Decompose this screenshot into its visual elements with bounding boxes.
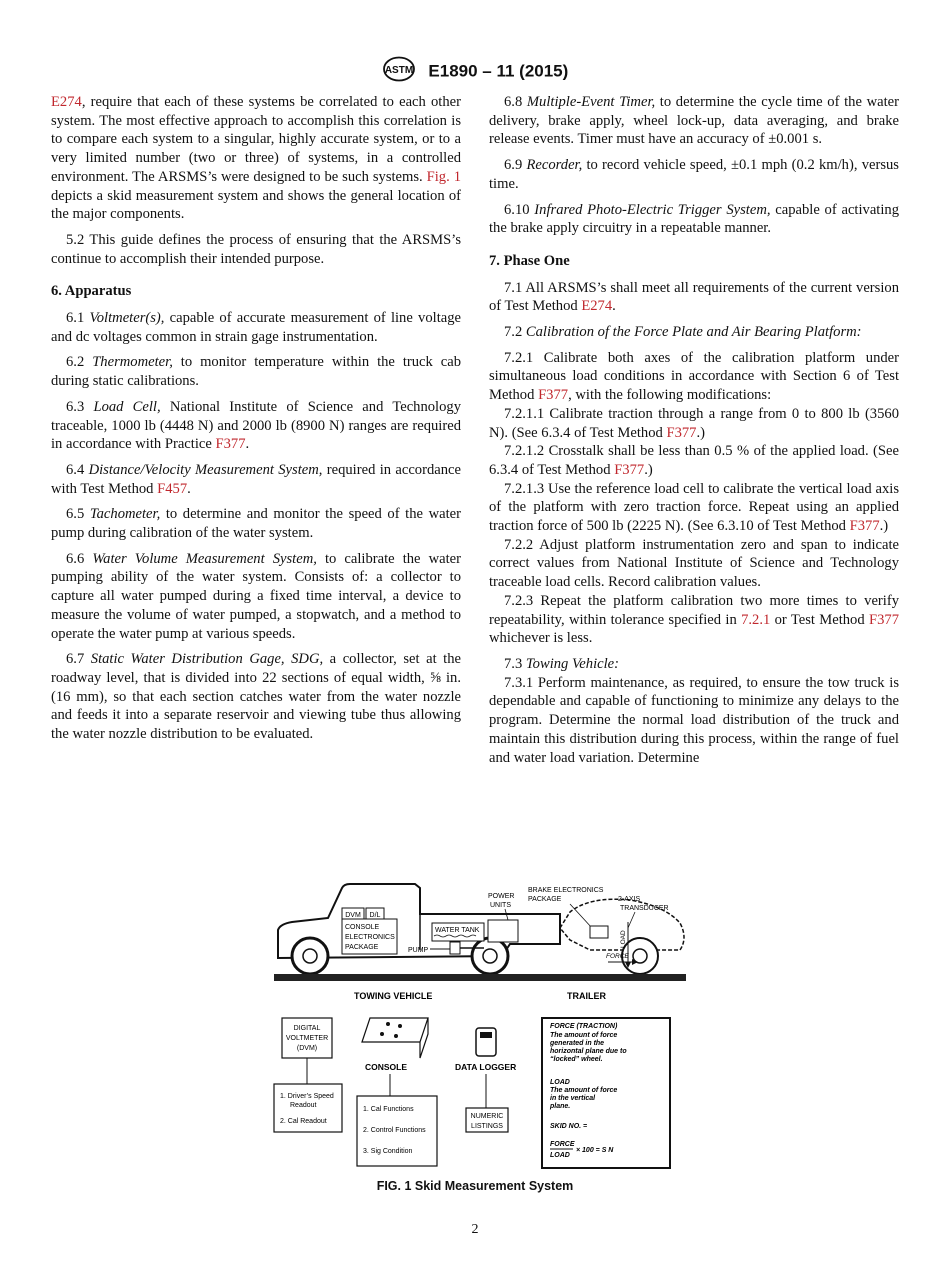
truck-rear-wheel [472,938,508,974]
ref-fig-1[interactable]: Fig. 1 [426,168,461,185]
skid-measurement-diagram [270,878,690,1178]
road-surface [274,974,686,981]
paragraph-6-1: 6.1 Voltmeter(s), capable of accurate measurement of line voltage and dc voltages common in strain gage instrumentation. [51,310,461,345]
left-column [51,93,461,751]
svg-text:in the vertical: in the vertical [550,1095,596,1102]
ref-f377[interactable]: F377 [614,461,645,478]
paragraph-6-9: 6.9 Recorder, to record vehicle speed, ±0.1 mph (0.2 km/h), versus time. [489,157,899,192]
svg-text:SKID NO. =: SKID NO. = [550,1123,588,1130]
paragraph-6-7: 6.7 Static Water Distribution Gage, SDG, a collector, set at the roadway level, that is divided into 22 sections of equal width, ⅝ in. (16 mm), so that each section catches water from the water nozzle and feeds it into a separate reservoir and viewing tube thus allowing the water nozzle distribution to be evaluated. [51,651,461,743]
svg-text:LOAD: LOAD [550,1079,570,1086]
paragraph-6-5: 6.5 Tachometer, to determine and monitor the speed of the water pump during calibration of the water system. [51,506,461,542]
paragraph-5-1-continued: E274, require that each of these systems be correlated to each other system. The most effective approach to accomplish this correlation is to compare each system to a singular, highly accurate system, or to a very limited number (two or three) of systems, in a controlled environment. The ARSMS’s were designed to be such systems. Fig. 1 depicts a skid measurement system and shows the general location of the major components. [51,94,461,223]
section-6-heading: 6. Apparatus [51,283,132,300]
paragraph-7-2-1-2: 7.2.1.2 Crosstalk shall be less than 0.5 % of the applied load. (See 6.3.4 of Test Method F377.) [489,443,899,478]
paragraph-7-2-1-1: 7.2.1.1 Calibrate traction through a range from 0 to 800 lb (3560 N). (See 6.3.4 of Test Method F377.) [489,405,899,441]
ref-7-2-1[interactable]: 7.2.1 [741,611,771,628]
ref-f377[interactable]: F377 [666,424,697,441]
right-column [489,93,899,774]
paragraph-6-8: 6.8 Multiple-Event Timer, to determine the cycle time of the water delivery, brake apply, wheel lock-up, data averaging, and brake release events. Timer must have an accuracy of ±0.001 s. [489,94,899,148]
svg-text:LISTINGS: LISTINGS [471,1123,503,1130]
svg-text:TRANSDUCER: TRANSDUCER [620,905,669,912]
paragraph-6-4: 6.4 Distance/Velocity Measurement System, required in accordance with Test Method F457. [51,461,461,497]
svg-text:LOAD: LOAD [550,1152,570,1159]
page-number: 2 [471,1222,479,1237]
svg-text:FORCE (TRACTION): FORCE (TRACTION) [550,1023,618,1030]
paragraph-5-2: 5.2 This guide defines the process of ensuring that the ARSMS’s continue to accomplish their intended purpose. [51,231,461,267]
svg-text:plane.: plane. [550,1103,571,1110]
svg-text:BRAKE ELECTRONICS: BRAKE ELECTRONICS [528,887,604,894]
svg-text:horizontal plane due to: horizontal plane due to [550,1048,627,1055]
svg-text:VOLTMETER: VOLTMETER [285,1035,329,1042]
page-header [0,56,950,87]
ref-f377[interactable]: F377 [215,436,246,453]
svg-text:2-AXIS: 2-AXIS [618,896,641,903]
paragraph-6-3: 6.3 Load Cell, National Institute of Science and Technology traceable, 1000 lb (4448 N) and 2000 lb (8900 N) ranges are required in accordance with Practice F377. [51,398,462,453]
svg-text:TOWING VEHICLE: TOWING VEHICLE [354,991,433,1001]
svg-text:“locked” wheel.: “locked” wheel. [550,1056,603,1063]
paragraph-7-3: 7.3 Towing Vehicle: [504,655,619,672]
svg-text:ELECTRONICS: ELECTRONICS [345,934,395,941]
paragraph-7-2-1-3: 7.2.1.3 Use the reference load cell to calibrate the vertical load axis of the platform with zero traction force. Repeat using an applied traction force of 500 lb (2225 N). (See 6.3.10 of Test Method F377.) [489,480,899,535]
ref-f377[interactable]: F377 [538,387,569,404]
svg-text:1. Driver’s Speed: 1. Driver’s Speed [280,1093,334,1100]
paragraph-7-3-1: 7.3.1 Perform maintenance, as required, to ensure the tow truck is dependable and capable of functioning to minimize any delays to the program. Determine the normal load distribution of the truck and maintain this distribution during this process, within the range of fuel and water load variation. Determine [489,674,899,766]
svg-text:PACKAGE: PACKAGE [345,944,379,951]
svg-text:(DVM): (DVM) [296,1045,318,1052]
ref-f457[interactable]: F457 [157,480,188,497]
ref-e274[interactable]: E274 [581,298,613,315]
ref-f377[interactable]: F377 [849,518,880,535]
paragraph-7-2: 7.2 Calibration of the Force Plate and Air Bearing Platform: [504,324,862,341]
svg-text:2. Control Functions: 2. Control Functions [363,1127,426,1134]
svg-text:LOAD: LOAD [620,930,627,948]
svg-text:ASTM: ASTM [384,65,413,76]
ref-e274[interactable]: E274 [51,94,82,110]
svg-text:× 100 = S N: × 100 = S N [576,1147,614,1154]
paragraph-6-2: 6.2 Thermometer, to monitor temperature within the truck cab during static calibrations. [51,354,462,390]
svg-text:FORCE: FORCE [606,953,629,960]
svg-text:CONSOLE: CONSOLE [365,1062,408,1072]
svg-text:DIGITAL: DIGITAL [293,1025,321,1032]
svg-text:1. Cal Functions: 1. Cal Functions [363,1106,414,1113]
svg-text:FORCE: FORCE [550,1141,575,1148]
svg-text:generated in the: generated in the [550,1040,605,1047]
figure-1 [270,878,690,1178]
svg-text:POWER: POWER [488,893,515,900]
svg-text:The amount of force: The amount of force [550,1032,618,1039]
svg-text:NUMERIC: NUMERIC [470,1113,504,1120]
svg-text:DVM: DVM [345,912,361,919]
svg-text:PACKAGE: PACKAGE [528,896,562,903]
svg-text:TRAILER: TRAILER [567,991,606,1001]
paragraph-6-6: 6.6 Water Volume Measurement System, to calibrate the water pumping ability of the water system. Consists of: a collector to capture all water pumped during a fixed time interval, a device to measure the volume of water pumped, a stopwatch, and a method to operate the water pump at various speeds. [51,550,462,642]
section-7-heading: 7. Phase One [489,252,570,269]
paragraph-7-2-3: 7.2.3 Repeat the platform calibration two more times to verify repeatability, within tolerance specified in 7.2.1 or Test Method F377 whichever is less. [489,592,899,647]
svg-text:Readout: Readout [290,1102,317,1109]
svg-text:PUMP: PUMP [408,947,429,954]
figure-caption: FIG. 1 Skid Measurement System [376,1179,574,1193]
paragraph-7-2-1: 7.2.1 Calibrate both axes of the calibration platform under simultaneous load conditions in accordance with Section 6 of Test Method F377, with the following modifications: [489,349,899,404]
svg-text:3. Sig Condition: 3. Sig Condition [363,1148,413,1155]
svg-text:D/L: D/L [369,912,381,919]
paragraph-7-2-2: 7.2.2 Adjust platform instrumentation zero and span to indicate correct values from National Institute of Science and Technology traceable load cells. Record calibration values. [489,536,899,591]
svg-text:WATER TANK: WATER TANK [435,927,480,934]
svg-text:CONSOLE: CONSOLE [345,924,380,931]
console-icon [362,1018,428,1042]
paragraph-7-1: 7.1 All ARSMS’s shall meet all requirements of the current version of Test Method E274. [489,279,899,315]
ref-f377[interactable]: F377 [868,611,899,628]
svg-text:2. Cal Readout: 2. Cal Readout [280,1118,327,1125]
truck-front-wheel [292,938,328,974]
astm-logo-icon [382,56,416,87]
svg-text:DATA LOGGER: DATA LOGGER [455,1062,517,1072]
paragraph-6-10: 6.10 Infrared Photo-Electric Trigger System, capable of activating the brake apply circuitry in a repeatable manner. [489,201,900,237]
standard-designation: E1890 – 11 (2015) [428,61,569,81]
svg-text:UNITS: UNITS [490,902,511,909]
svg-text:The amount of force: The amount of force [550,1087,618,1094]
